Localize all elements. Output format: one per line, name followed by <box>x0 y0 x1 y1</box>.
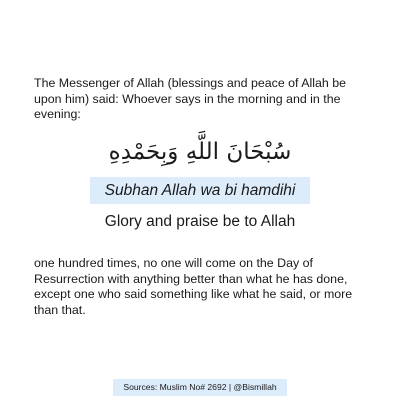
translation-text: Glory and praise be to Allah <box>104 213 296 230</box>
hadith-body-text: one hundred times, no one will come on the Day of Resurrection with anything better than what he has done, except one who said something like what he said, or more than that. <box>34 256 353 317</box>
intro-text: The Messenger of Allah (blessings and peace of Allah be upon him) said: Whoever says in the morning and in the evening: <box>34 76 347 121</box>
arabic-dhikr: سُبْحَانَ اللَّهِ وَبِحَمْدِهِ <box>108 139 292 165</box>
source-badge: Sources: Muslim No# 2692 | @Bismillah <box>113 379 287 396</box>
transliteration-highlight: Subhan Allah wa bi hamdihi <box>90 177 310 204</box>
